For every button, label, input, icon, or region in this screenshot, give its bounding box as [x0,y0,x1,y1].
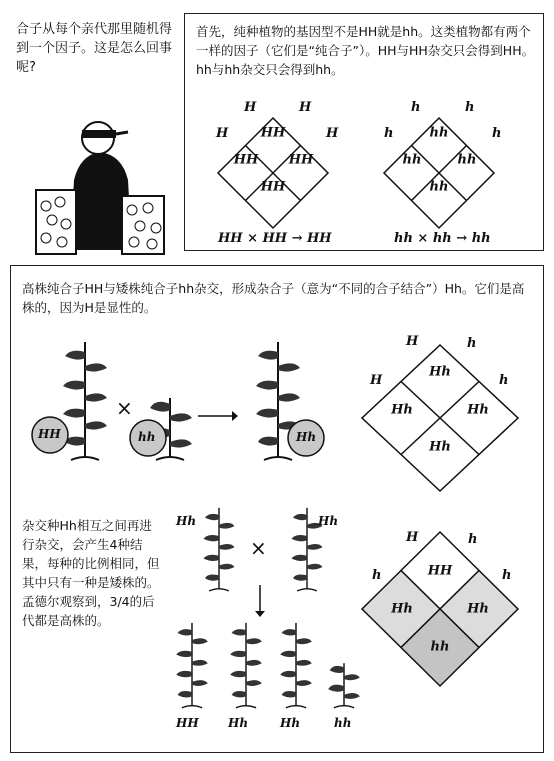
intro-question: 合子从每个亲代那里随机得到一个因子。这是怎么回事呢? [16,22,173,75]
allele-top-right: h [467,336,477,351]
allele-top-right: h [465,100,475,115]
genotype-cell-bottom: Hh [429,439,451,455]
allele-left: H [370,373,383,388]
genotype-cell-left: hh [402,152,422,168]
allele-top-left: H [406,334,419,349]
f2-label: HH [176,716,199,730]
hybrid-plant-illustration [194,505,244,593]
f2-plant-tall [272,620,320,710]
pure-breeding-text: 首先，纯种植物的基因型不是HH就是hh。这类植物都有两个一样的因子（它们是“纯合子”）。HH与HH杂交只会得到HH。hh与hh杂交只会得到hh。 [196,24,535,77]
f2-label: Hh [280,716,301,730]
genotype-cell-right: hh [457,152,477,168]
hybrid-left-label: Hh [176,514,197,528]
genotype-cell-top: Hh [429,364,451,380]
cross-symbol: × [250,536,267,560]
parent-short-label: hh [138,430,156,444]
genotype-cell-bottom: HH [260,179,286,195]
f2-label: Hh [228,716,249,730]
punnett-square-f2 [362,532,518,686]
allele-top-right: H [299,100,312,115]
genotype-cell-left: HH [233,152,259,168]
f2-explanation-text: 杂交种Hh相互之间再进行杂交，会产生4种结果，每种的比例相同，但其中只有一种是矮株的。孟德尔观察到，3/4的后代都是高株的。 [22,518,160,628]
genotype-cell-top: HH [427,563,453,579]
allele-right: h [492,126,502,141]
genotype-cell-right: Hh [467,402,489,418]
allele-left: h [384,126,394,141]
genotype-cell-top: HH [260,125,286,141]
genotype-cell-top: hh [429,125,449,141]
allele-right: h [499,373,509,388]
genotype-cell-left: Hh [391,402,413,418]
hybrid-cross-text: 高株纯合子HH与矮株纯合子hh杂交，形成杂合子（意为“不同的合子结合”）Hh。它们是高株的，因为H是显性的。 [22,281,525,315]
hybrid-right-label: Hh [318,514,339,528]
f2-label: hh [334,716,352,730]
genotype-cell-bottom: hh [430,639,450,655]
offspring-label: Hh [296,430,317,444]
cross-formula-dominant: HH × HH → HH [218,231,332,246]
allele-left: H [216,126,229,141]
blindfolded-figure-illustration [30,110,170,260]
cross-symbol: × [116,396,133,420]
allele-right: H [326,126,339,141]
arrow-right-icon [198,410,238,422]
allele-top-left: H [244,100,257,115]
parent-tall-label: HH [38,427,61,441]
f2-plant-tall [222,620,270,710]
allele-right: h [502,568,512,583]
arrow-down-icon [254,585,266,617]
allele-top-right: h [468,532,478,547]
genotype-cell-left: Hh [391,601,413,617]
f2-plant-short [320,620,368,710]
f2-plant-tall [168,620,216,710]
allele-top-left: h [411,100,421,115]
genotype-cell-right: HH [288,152,314,168]
allele-left: h [372,568,382,583]
genotype-cell-bottom: hh [429,179,449,195]
allele-top-left: H [406,530,419,545]
genotype-cell-right: Hh [467,601,489,617]
cross-formula-recessive: hh × hh → hh [394,231,491,246]
